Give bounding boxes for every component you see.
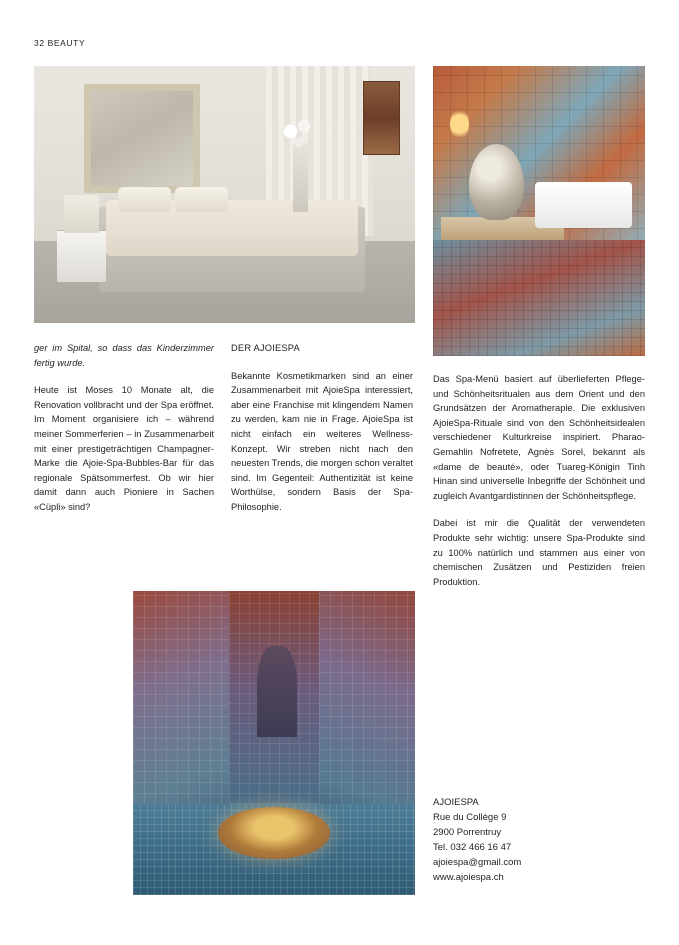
hammam-basin <box>218 807 331 859</box>
spa-tiled-floor <box>433 240 645 356</box>
spa-detail-photo <box>433 66 645 356</box>
bedroom-pillow <box>118 187 171 213</box>
paragraph-left-1: Heute ist Moses 10 Monate alt, die Renovation vollbracht und der Spa eröffnet. Im Moment organisiere ich – während meiner Sommerferien – in Zusammenarbeit mit einer prestigeträchtigen Champagner-Marke die Ajoie-Spa-Bubbles-Bar für das regionale Spätsommerfest. Ob wir hier damit dann auch Pioniere in Sachen «Cüpli» sind? <box>34 385 214 512</box>
spa-lamp-glow <box>450 107 469 142</box>
spa-urn <box>469 144 524 219</box>
paragraph-continued: ger im Spital, so dass das Kinderzimmer fertig wurde. <box>34 343 214 368</box>
hammam-alcove <box>257 646 296 737</box>
bedroom-orchid <box>278 117 320 153</box>
bedroom-pillow <box>175 187 228 213</box>
paragraph-right-2: Dabei ist mir die Qualität der verwendeten Produkte sehr wichtig: unsere Spa-Produkte sind zu 100% natürlich und stammen aus einer von chemischen Zusätzen und Pestiziden freien Produktion. <box>433 518 645 587</box>
contact-street: Rue du Collège 9 <box>433 812 507 823</box>
bedroom-photo <box>34 66 415 323</box>
text-column-left <box>34 341 214 515</box>
bedroom-mirror <box>84 84 201 193</box>
section-subhead: DER AJOIESPA <box>231 343 300 353</box>
contact-name: AJOIESPA <box>433 797 479 808</box>
text-column-middle <box>231 341 413 515</box>
spa-basin <box>535 182 633 228</box>
hammam-photo <box>133 591 415 895</box>
contact-website[interactable]: www.ajoiespa.ch <box>433 872 504 883</box>
contact-city: 2900 Porrentruy <box>433 827 502 838</box>
hammam-wall-right <box>319 591 415 816</box>
contact-block <box>433 795 645 885</box>
bedroom-wall-art <box>363 81 399 155</box>
bedroom-table-lamp <box>64 195 98 234</box>
contact-phone: Tel. 032 466 16 47 <box>433 842 512 853</box>
contact-email[interactable]: ajoiespa@gmail.com <box>433 857 522 868</box>
text-column-right <box>433 372 645 589</box>
bedroom-mirror-glass <box>91 91 194 186</box>
hammam-wall-left <box>133 591 229 816</box>
bedroom-vase <box>293 143 308 212</box>
paragraph-middle-1: Bekannte Kosmetikmarken sind an einer Zusammenarbeit mit AjoieSpa interessiert, aber eine Franchise mit klingendem Namen zu werden, kam nie in Frage. AjoieSpa ist nicht einfach ein weiteres Wellness-Konzept. Wir streben nicht nach den neuesten Trends, die morgen schon veraltet sind. Im Gegenteil: Authentizität ist keine Worthülse, sondern Basis der Spa-Philosophie. <box>231 370 413 512</box>
running-head-folio: 32 BEAUTY <box>34 38 86 48</box>
bedroom-nightstand <box>57 230 107 281</box>
paragraph-right-1: Das Spa-Menü basiert auf überlieferten Pflege- und Schönheitsritualen aus dem Orient und den Grundsätzen der Aromatherapie. Die exklusiven AjoieSpa-Rituale sind von den Schönheitsidealen verschiedener Kulturkreise inspiriert. Pharao-Gemahlin Nofretete, Agnès Sorel, bekannt als «dame de beauté», oder Tuareg-Königin Tinh Hinan sind universelle Inbegriffe der Schönheit und zugleich Avantgardistinnen der Schönheitspflege. <box>433 374 645 501</box>
